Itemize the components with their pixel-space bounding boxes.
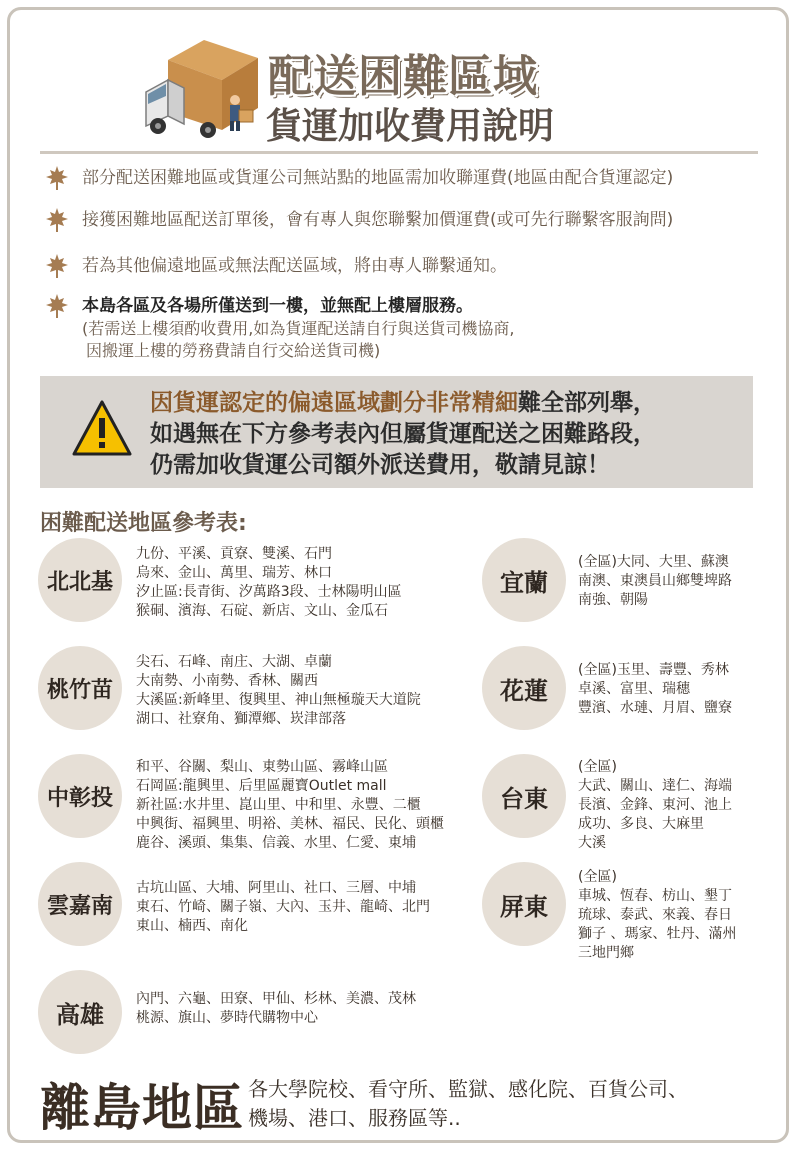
region-areas-hualien [578, 661, 732, 718]
region-area-line: 湖口、社寮角、獅潭鄉、崁津部落 [136, 711, 346, 727]
note-text: 接獲困難地區配送訂單後，會有專人與您聯繫加價運費(或可先行聯繫客服詢問) [82, 210, 674, 230]
region-area-line: (全區) [578, 869, 617, 885]
region-area-line: 猴硐、濱海、石碇、新店、文山、金瓜石 [136, 603, 388, 619]
header-divider [40, 151, 758, 154]
region-area-line: 和平、谷關、梨山、東勢山區、霧峰山區 [136, 759, 388, 775]
region-area-line: 豐濱、水璉、月眉、鹽寮 [578, 700, 732, 716]
region-badge-pingtung: 屏東 [482, 862, 566, 946]
region-areas-yilan [578, 553, 732, 610]
delivery-truck-icon [140, 30, 260, 142]
note-item [46, 208, 673, 232]
page-title: 配送困難區域 [268, 51, 538, 102]
region-area-line: 石岡區:龍興里、后里區麗寶Outlet mall [136, 778, 387, 794]
region-area-line: 琉球、泰武、來義、春日 [578, 907, 732, 923]
region-areas-pingtung [578, 868, 736, 963]
page-subtitle: 貨運加收費用說明 [266, 106, 555, 147]
warning-box [40, 376, 753, 488]
maple-leaf-icon [46, 166, 68, 190]
islands-description [248, 1075, 688, 1133]
warning-triangle-icon [72, 400, 132, 456]
note-item [46, 294, 514, 362]
region-area-line: 南澳、東澳員山鄉雙埤路 [578, 573, 732, 589]
islands-line: 各大學院校、看守所、監獄、感化院、百貨公司、 [248, 1077, 688, 1101]
region-area-line: 大武、關山、達仁、海端 [578, 778, 732, 794]
warning-line: 如遇無在下方參考表內但屬貨運配送之困難路段， [150, 421, 656, 447]
region-areas-taoyuan [136, 653, 421, 729]
note-item [46, 254, 507, 278]
region-area-line: (全區)玉里、壽豐、秀林 [578, 662, 729, 678]
region-area-line: 大溪 [578, 835, 606, 851]
warning-line: 仍需加收貨運公司額外派送費用，敬請見諒！ [150, 452, 610, 478]
region-badge-north: 北北基 [38, 538, 122, 622]
note-text: 部分配送困難地區或貨運公司無站點的地區需加收聯運費(地區由配合貨運認定) [82, 168, 674, 188]
islands-line: 機場、港口、服務區等.. [248, 1106, 461, 1130]
region-badge-yilan: 宜蘭 [482, 538, 566, 622]
region-area-line: 長濱、金鋒、東河、池上 [578, 797, 732, 813]
region-badge-central: 中彰投 [38, 754, 122, 838]
region-area-line: 桃源、旗山、夢時代購物中心 [136, 1010, 318, 1026]
region-badge-yunjianan: 雲嘉南 [38, 862, 122, 946]
region-badge-hualien: 花蓮 [482, 646, 566, 730]
region-badge-kaohsiung: 高雄 [38, 970, 122, 1054]
islands-title: 離島地區 [40, 1079, 244, 1137]
region-area-line: 烏來、金山、萬里、瑞芳、林口 [136, 565, 332, 581]
region-badge-taitung: 台東 [482, 754, 566, 838]
note-text: 若為其他偏遠地區或無法配送區域，將由專人聯繫通知。 [82, 256, 507, 276]
reference-table-title: 困難配送地區參考表: [40, 511, 247, 536]
region-areas-kaohsiung [136, 990, 416, 1028]
warning-highlight: 因貨運認定的偏遠區域劃分非常精細 [150, 390, 518, 416]
region-areas-taitung [578, 758, 732, 853]
note-item [46, 166, 673, 190]
region-area-line: 九份、平溪、貢寮、雙溪、石門 [136, 546, 332, 562]
region-area-line: 古坑山區、大埔、阿里山、社口、三層、中埔 [136, 880, 416, 896]
region-area-line: 大南勢、小南勢、香林、關西 [136, 673, 318, 689]
region-areas-central [136, 758, 444, 853]
region-badge-taoyuan: 桃竹苗 [38, 646, 122, 730]
note-subtext: 因搬運上樓的勞務費請自行交給送貨司機) [86, 341, 381, 360]
region-area-line: 鹿谷、溪頭、集集、信義、水里、仁愛、東埔 [136, 835, 416, 851]
region-area-line: 尖石、石峰、南庄、大湖、卓蘭 [136, 654, 332, 670]
region-area-line: 東山、楠西、南化 [136, 918, 248, 934]
region-area-line: 內門、六龜、田寮、甲仙、杉林、美濃、茂林 [136, 991, 416, 1007]
region-area-line: 南強、朝陽 [578, 592, 648, 608]
region-areas-north [136, 545, 402, 621]
region-area-line: 車城、恆春、枋山、墾丁 [578, 888, 732, 904]
region-area-line: 汐止區:長青街、汐萬路3段、士林陽明山區 [136, 584, 402, 600]
maple-leaf-icon [46, 208, 68, 232]
region-area-line: 卓溪、富里、瑞穗 [578, 681, 690, 697]
warning-line [150, 388, 656, 419]
note-text: 本島各區及各場所僅送到一樓，並無配上樓層服務。 [82, 296, 473, 316]
region-area-line: 成功、多良、大麻里 [578, 816, 704, 832]
region-area-line: 新社區:水井里、崑山里、中和里、永豐、二櫃 [136, 797, 421, 813]
region-area-line: (全區)大同、大里、蘇澳 [578, 554, 729, 570]
region-area-line: 中興街、福興里、明裕、美林、福民、民化、頭櫃 [136, 816, 444, 832]
region-area-line: 三地門鄉 [578, 945, 634, 961]
region-area-line: 東石、竹崎、關子嶺、大內、玉井、龍崎、北門 [136, 899, 430, 915]
region-area-line: (全區) [578, 759, 617, 775]
note-subtext: (若需送上樓須酌收費用,如為貨運配送請自行與送貨司機協商, [82, 319, 515, 338]
maple-leaf-icon [46, 254, 68, 278]
region-area-line: 大溪區:新峰里、復興里、神山無極璇天大道院 [136, 692, 421, 708]
region-area-line: 獅子 、瑪家、牡丹、滿州 [578, 926, 737, 942]
warning-text: 難全部列舉， [518, 390, 656, 416]
region-areas-yunjianan [136, 879, 430, 936]
maple-leaf-icon [46, 294, 68, 318]
